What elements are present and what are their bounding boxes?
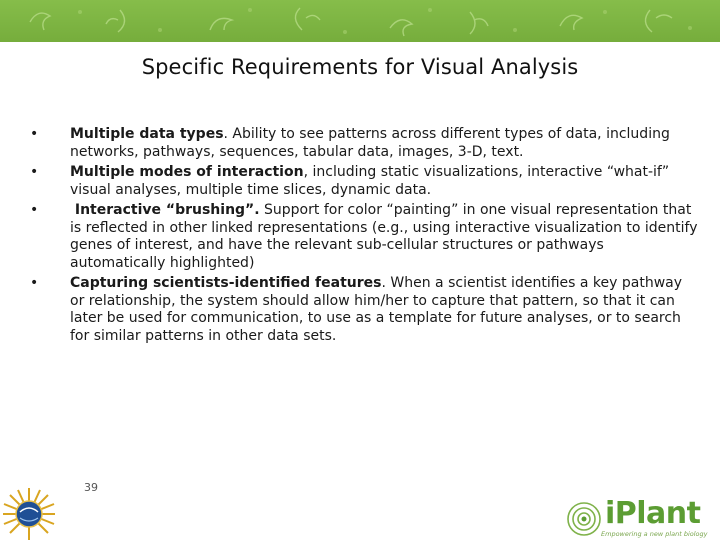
bullet-marker: • bbox=[30, 164, 39, 180]
bullet-text: . Ability to see patterns across different types of data, including networks, pathways, sequences, tabular data, images, 3-D, text. bbox=[70, 126, 670, 160]
iplant-tagline: Empowering a new plant biology bbox=[601, 530, 708, 538]
bullet-marker: • bbox=[30, 202, 39, 218]
nsf-logo bbox=[0, 486, 58, 540]
bullet-item bbox=[30, 275, 700, 345]
bullet-heading: Capturing scientists-identified features bbox=[70, 275, 382, 291]
header-band bbox=[0, 0, 720, 42]
bullet-item bbox=[30, 126, 700, 161]
bullet-marker: • bbox=[30, 275, 39, 291]
header-decoration bbox=[0, 0, 720, 42]
bullet-text: Support for color “painting” in one visual representation that is reflected in other linked representations (e.g., using interactive visualization to identify genes of interest, and have the relevant sub-cellular structures or pathways automatically highlighted) bbox=[70, 202, 698, 271]
iplant-wordmark: iPlant bbox=[605, 496, 701, 531]
page-number: 39 bbox=[84, 481, 98, 494]
bullet-list bbox=[30, 126, 700, 346]
bullet-item bbox=[30, 164, 700, 199]
bullet-heading: Multiple modes of interaction bbox=[70, 164, 304, 180]
bullet-heading: Interactive “brushing”. bbox=[70, 202, 260, 218]
slide-title: Specific Requirements for Visual Analysis bbox=[141, 55, 579, 79]
bullet-text: , including static visualizations, interactive “what-if” visual analyses, multiple time slices, dynamic data. bbox=[70, 164, 670, 198]
bullet-marker: • bbox=[30, 126, 39, 142]
bullet-text: . When a scientist identifies a key pathway or relationship, the system should allow him/her to capture that pattern, so that it can later be used for communication, to use as a template for future analyses, or to search for similar patterns in other data sets. bbox=[70, 275, 683, 344]
bullet-heading: Multiple data types bbox=[70, 126, 224, 142]
bullet-item bbox=[30, 202, 700, 272]
